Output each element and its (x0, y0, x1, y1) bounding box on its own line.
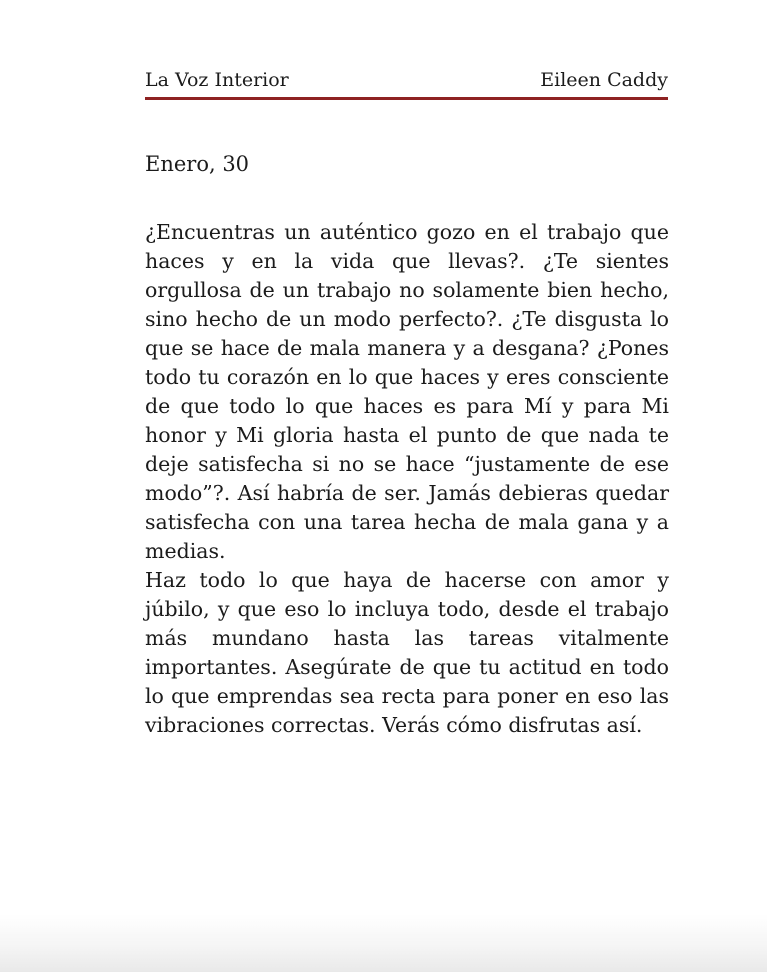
page-bottom-fade (0, 914, 767, 972)
paragraph-2: Haz todo lo que haya de hacerse con amor y júbilo, y que eso lo incluya todo, desde el trabajo más mundano hasta las tareas vitalmente importantes. Asegúrate de que tu actitud en todo lo que emprendas sea recta para poner en eso las vibraciones correctas. Verás cómo disfrutas así. (145, 568, 669, 737)
book-title: La Voz Interior (145, 69, 289, 91)
body-text (145, 218, 669, 740)
date-heading: Enero, 30 (145, 152, 250, 176)
running-header (145, 68, 668, 100)
paragraph-1: ¿Encuentras un auténtico gozo en el trabajo que haces y en la vida que llevas?. ¿Te sientes orgullosa de un trabajo no solamente bien hecho, sino hecho de un modo perfecto?. ¿Te disgusta lo que se hace de mala manera y a desgana? ¿Pones todo tu corazón en lo que haces y eres consciente de que todo lo que haces es para Mí y para Mi honor y Mi gloria hasta el punto de que nada te deje satisfecha si no se hace “justamente de ese modo”?. Así habría de ser. Jamás debieras quedar satisfecha con una tarea hecha de mala gana y a medias. (145, 220, 669, 563)
author-name: Eileen Caddy (540, 69, 668, 91)
